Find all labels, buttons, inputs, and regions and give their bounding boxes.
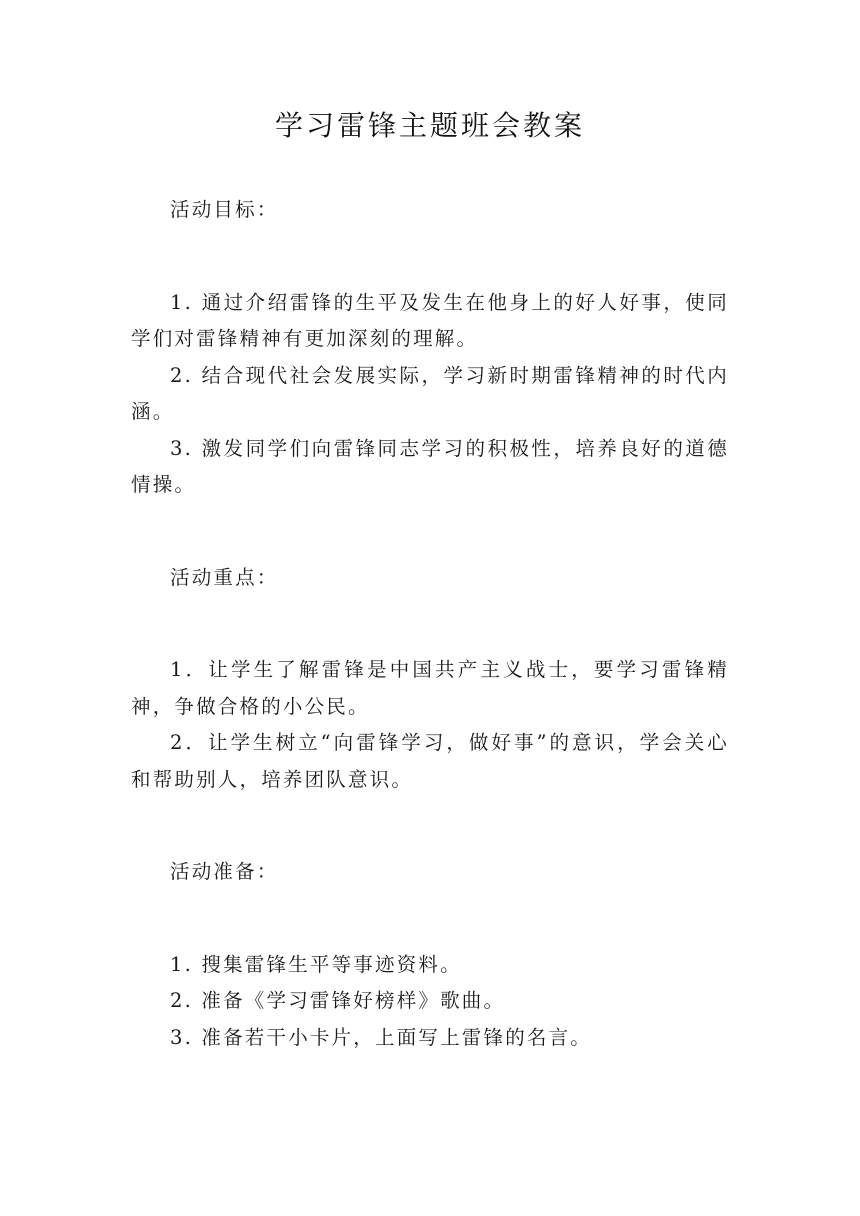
section-heading-preparation: 活动准备： xyxy=(170,860,279,883)
preparation-item: 3. 准备若干小卡片，上面写上雷锋的名言。 xyxy=(170,1025,593,1049)
section-heading-key-points: 活动重点： xyxy=(170,565,279,589)
spacer xyxy=(131,596,729,652)
objective-item: 3. 激发同学们向雷锋同志学习的积极性，培养良好的道德情操。 xyxy=(131,436,729,496)
preparation-item: 2. 准备《学习雷锋好榜样》歌曲。 xyxy=(170,989,506,1012)
key-point-item: 1．让学生了解雷锋是中国共产主义战士，要学习雷锋精神，争做合格的小公民。 xyxy=(131,658,729,718)
spacer xyxy=(131,891,729,947)
objective-item: 2. 结合现代社会发展实际，学习新时期雷锋精神的时代内涵。 xyxy=(131,363,729,423)
section-heading-objectives: 活动目标： xyxy=(170,198,279,221)
objective-item: 1. 通过介绍雷锋的生平及发生在他身上的好人好事，使同学们对雷锋精神有更加深刻的理解。 xyxy=(131,290,729,350)
spacer xyxy=(131,798,729,854)
key-point-item: 2．让学生树立“向雷锋学习，做好事”的意识，学会关心和帮助别人，培养团队意识。 xyxy=(131,731,729,791)
document-body xyxy=(131,192,729,1056)
document-title: 学习雷锋主题班会教案 xyxy=(274,109,585,142)
spacer xyxy=(131,229,729,285)
preparation-item: 1. 搜集雷锋生平等事迹资料。 xyxy=(170,952,462,976)
spacer xyxy=(131,504,729,560)
